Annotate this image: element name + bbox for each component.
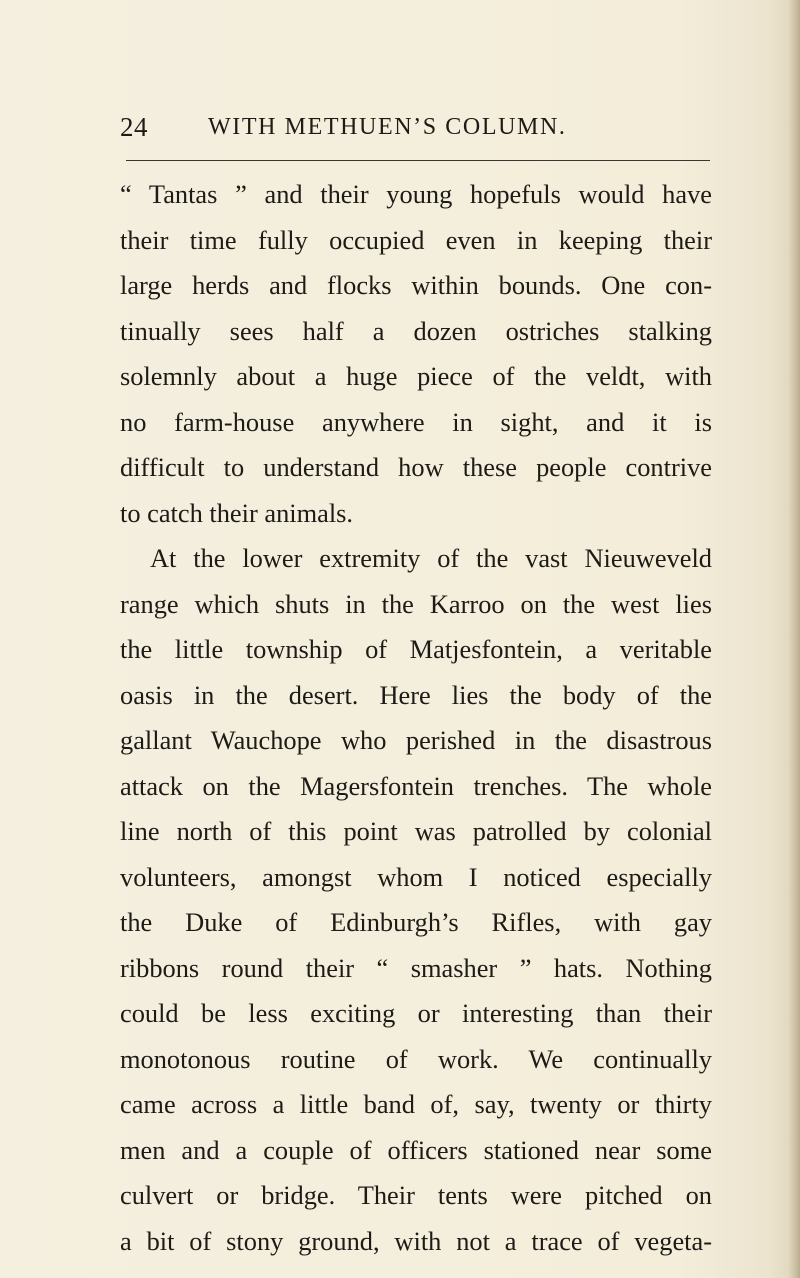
text-line: line north of this point was patrolled by colonial — [120, 816, 712, 846]
text-line: culvert or bridge. Their tents were pitched on — [120, 1180, 712, 1210]
page-edge-shadow — [788, 0, 800, 1278]
text-line: no farm-house anywhere in sight, and it is — [120, 406, 712, 437]
text-line: “ Tantas ” and their young hopefuls would have — [120, 179, 712, 209]
text-line: range which shuts in the Karroo on the west lies — [120, 588, 712, 619]
text-line: a bit of stony ground, with not a trace of vegeta- — [120, 1225, 712, 1256]
text-line: to catch their animals. — [120, 497, 354, 528]
header-rule — [126, 160, 710, 161]
page-number: 24 — [120, 112, 148, 142]
text-line: tinually sees half a dozen ostriches stalking — [120, 315, 712, 346]
text-line: large herds and flocks within bounds. One con- — [120, 270, 712, 300]
text-line: gallant Wauchope who perished in the disastrous — [120, 725, 712, 755]
text-line: men and a couple of officers stationed near some — [120, 1134, 712, 1165]
text-line: the little township of Matjesfontein, a veritable — [120, 634, 712, 664]
running-title: WITH METHUEN’S COLUMN. — [208, 114, 567, 140]
text-line: oasis in the desert. Here lies the body of the — [120, 679, 712, 710]
text-line: monotonous routine of work. We continually — [120, 1043, 712, 1074]
text-line: ribbons round their “ smasher ” hats. Nothing — [120, 952, 712, 983]
body-text — [120, 172, 712, 1264]
text-line: could be less exciting or interesting than their — [120, 998, 712, 1028]
text-line: solemnly about a huge piece of the veldt, with — [120, 361, 712, 391]
text-line: difficult to understand how these people contrive — [120, 452, 712, 482]
text-line: came across a little band of, say, twenty or thirty — [120, 1089, 712, 1119]
text-line: At the lower extremity of the vast Nieuweveld — [150, 543, 712, 573]
text-line: volunteers, amongst whom I noticed especially — [120, 861, 712, 892]
text-line: the Duke of Edinburgh’s Rifles, with gay — [120, 907, 712, 937]
text-line: their time fully occupied even in keeping their — [120, 224, 712, 255]
text-line: attack on the Magersfontein trenches. The whole — [120, 770, 712, 801]
page-header — [120, 110, 720, 144]
